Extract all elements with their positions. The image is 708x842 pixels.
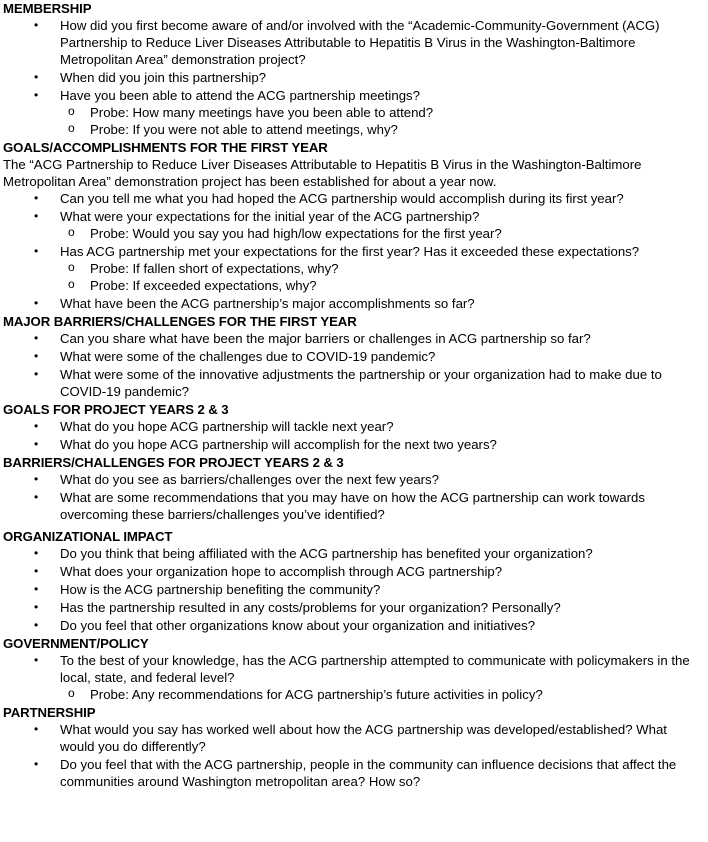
question-text: What have been the ACG partnership’s major accomplishments so far? (60, 296, 475, 311)
question-text: Has the partnership resulted in any costs/problems for your organization? Personally? (60, 600, 561, 615)
question-item (3, 366, 702, 400)
bullet-dot-icon: • (34, 367, 39, 381)
question-list (3, 17, 702, 138)
bullet-dot-icon: • (34, 618, 39, 632)
section-membership (3, 0, 702, 138)
probe-item (60, 260, 702, 277)
section-organizational-impact (3, 528, 702, 634)
section-heading: GOVERNMENT/POLICY (3, 636, 149, 651)
probe-text: Probe: If exceeded expectations, why? (90, 278, 317, 293)
question-list (3, 418, 702, 453)
question-text: What were your expectations for the initial year of the ACG partnership? (60, 209, 480, 224)
bullet-dot-icon: • (34, 757, 39, 771)
question-list (3, 545, 702, 634)
question-item (3, 599, 702, 616)
section-goals-accomplishments-for-the-first-year (3, 139, 702, 312)
question-item (3, 617, 702, 634)
question-text: What were some of the challenges due to COVID-19 pandemic? (60, 349, 436, 364)
section-government-policy (3, 635, 702, 703)
section-heading: GOALS/ACCOMPLISHMENTS FOR THE FIRST YEAR (3, 140, 328, 155)
section-heading: MEMBERSHIP (3, 1, 92, 16)
question-item (3, 471, 702, 488)
question-text: Do you think that being affiliated with the ACG partnership has benefited your organization? (60, 546, 593, 561)
question-item (3, 436, 702, 453)
question-text: Has ACG partnership met your expectations for the first year? Has it exceeded these expectations? (60, 244, 640, 259)
bullet-dot-icon: • (34, 564, 39, 578)
bullet-dot-icon: • (34, 600, 39, 614)
question-item (3, 295, 702, 312)
section-heading: MAJOR BARRIERS/CHALLENGES FOR THE FIRST YEAR (3, 314, 357, 329)
bullet-dot-icon: • (34, 582, 39, 596)
question-item (3, 69, 702, 86)
question-text: What are some recommendations that you may have on how the ACG partnership can work towards overcoming these barriers/challenges you’ve identified? (60, 490, 645, 522)
probe-item (60, 225, 702, 242)
probe-list (60, 225, 702, 242)
probe-text: Probe: How many meetings have you been able to attend? (90, 105, 434, 120)
probe-text: Probe: If fallen short of expectations, why? (90, 261, 339, 276)
probe-item (60, 104, 702, 121)
question-text: Do you feel that other organizations know about your organization and initiatives? (60, 618, 536, 633)
question-item (3, 489, 702, 523)
question-list (3, 652, 702, 703)
section-major-barriers-challenges-for-the-first-year (3, 313, 702, 400)
section-barriers-challenges-for-project-years-2-3 (3, 454, 702, 523)
bullet-dot-icon: • (34, 18, 39, 32)
question-text: What were some of the innovative adjustments the partnership or your organization had to make due to COVID-19 pandemic? (60, 367, 662, 399)
bullet-dot-icon: • (34, 419, 39, 433)
question-item (3, 330, 702, 347)
bullet-dot-icon: • (34, 244, 39, 258)
question-item (3, 17, 702, 68)
section-goals-for-project-years-2-3 (3, 401, 702, 453)
sub-bullet-circle-icon: o (68, 225, 75, 239)
bullet-dot-icon: • (34, 296, 39, 310)
probe-item (60, 277, 702, 294)
probe-list (60, 104, 702, 138)
section-heading: GOALS FOR PROJECT YEARS 2 & 3 (3, 402, 229, 417)
section-intro-paragraph: The “ACG Partnership to Reduce Liver Diseases Attributable to Hepatitis B Virus in the Washington-Baltimore Metropolitan Area” demonstration project has been established for about a year now. (3, 157, 642, 189)
question-list (3, 330, 702, 400)
question-list (3, 721, 702, 790)
question-item (3, 190, 702, 207)
question-list (3, 471, 702, 523)
sub-bullet-circle-icon: o (68, 104, 75, 118)
section-heading: PARTNERSHIP (3, 705, 96, 720)
question-item (3, 348, 702, 365)
question-item (3, 721, 702, 755)
bullet-dot-icon: • (34, 88, 39, 102)
question-item (3, 87, 702, 138)
question-text: To the best of your knowledge, has the ACG partnership attempted to communicate with policymakers in the local, state, and federal level? (60, 653, 690, 685)
bullet-dot-icon: • (34, 331, 39, 345)
bullet-dot-icon: • (34, 546, 39, 560)
question-text: What do you hope ACG partnership will accomplish for the next two years? (60, 437, 497, 452)
probe-item (60, 121, 702, 138)
question-item (3, 243, 702, 294)
question-text: Do you feel that with the ACG partnership, people in the community can influence decisions that affect the communities around Washington metropolitan area? How so? (60, 757, 677, 789)
sub-bullet-circle-icon: o (68, 121, 75, 135)
question-text: Have you been able to attend the ACG partnership meetings? (60, 88, 420, 103)
bullet-dot-icon: • (34, 472, 39, 486)
sub-bullet-circle-icon: o (68, 277, 75, 291)
bullet-dot-icon: • (34, 490, 39, 504)
question-text: What does your organization hope to accomplish through ACG partnership? (60, 564, 503, 579)
question-item (3, 581, 702, 598)
bullet-dot-icon: • (34, 437, 39, 451)
question-item (3, 756, 702, 790)
question-item (3, 418, 702, 435)
question-item (3, 652, 702, 703)
question-item (3, 208, 702, 242)
probe-list (60, 686, 702, 703)
bullet-dot-icon: • (34, 653, 39, 667)
question-item (3, 545, 702, 562)
question-text: What do you hope ACG partnership will tackle next year? (60, 419, 394, 434)
bullet-dot-icon: • (34, 722, 39, 736)
question-text: How did you first become aware of and/or involved with the “Academic-Community-Government (ACG) Partnership to Reduce Liver Diseases Attributable to Hepatitis B Virus in the Washington-Baltimore Metropolitan Area” demonstration project? (60, 18, 660, 67)
question-text: Can you share what have been the major barriers or challenges in ACG partnership so far? (60, 331, 591, 346)
question-text: What would you say has worked well about how the ACG partnership was developed/established? What would you do differently? (60, 722, 667, 754)
question-text: What do you see as barriers/challenges over the next few years? (60, 472, 439, 487)
bullet-dot-icon: • (34, 191, 39, 205)
probe-text: Probe: Any recommendations for ACG partnership’s future activities in policy? (90, 687, 543, 702)
section-heading: ORGANIZATIONAL IMPACT (3, 529, 173, 544)
sub-bullet-circle-icon: o (68, 260, 75, 274)
bullet-dot-icon: • (34, 209, 39, 223)
question-item (3, 563, 702, 580)
section-heading: BARRIERS/CHALLENGES FOR PROJECT YEARS 2 & 3 (3, 455, 344, 470)
probe-text: Probe: If you were not able to attend meetings, why? (90, 122, 398, 137)
probe-item (60, 686, 702, 703)
sub-bullet-circle-icon: o (68, 686, 75, 700)
probe-text: Probe: Would you say you had high/low expectations for the first year? (90, 226, 502, 241)
probe-list (60, 260, 702, 294)
bullet-dot-icon: • (34, 70, 39, 84)
bullet-dot-icon: • (34, 349, 39, 363)
question-text: Can you tell me what you had hoped the ACG partnership would accomplish during its first year? (60, 191, 624, 206)
question-text: How is the ACG partnership benefiting the community? (60, 582, 381, 597)
question-list (3, 190, 702, 312)
section-partnership (3, 704, 702, 790)
question-text: When did you join this partnership? (60, 70, 266, 85)
